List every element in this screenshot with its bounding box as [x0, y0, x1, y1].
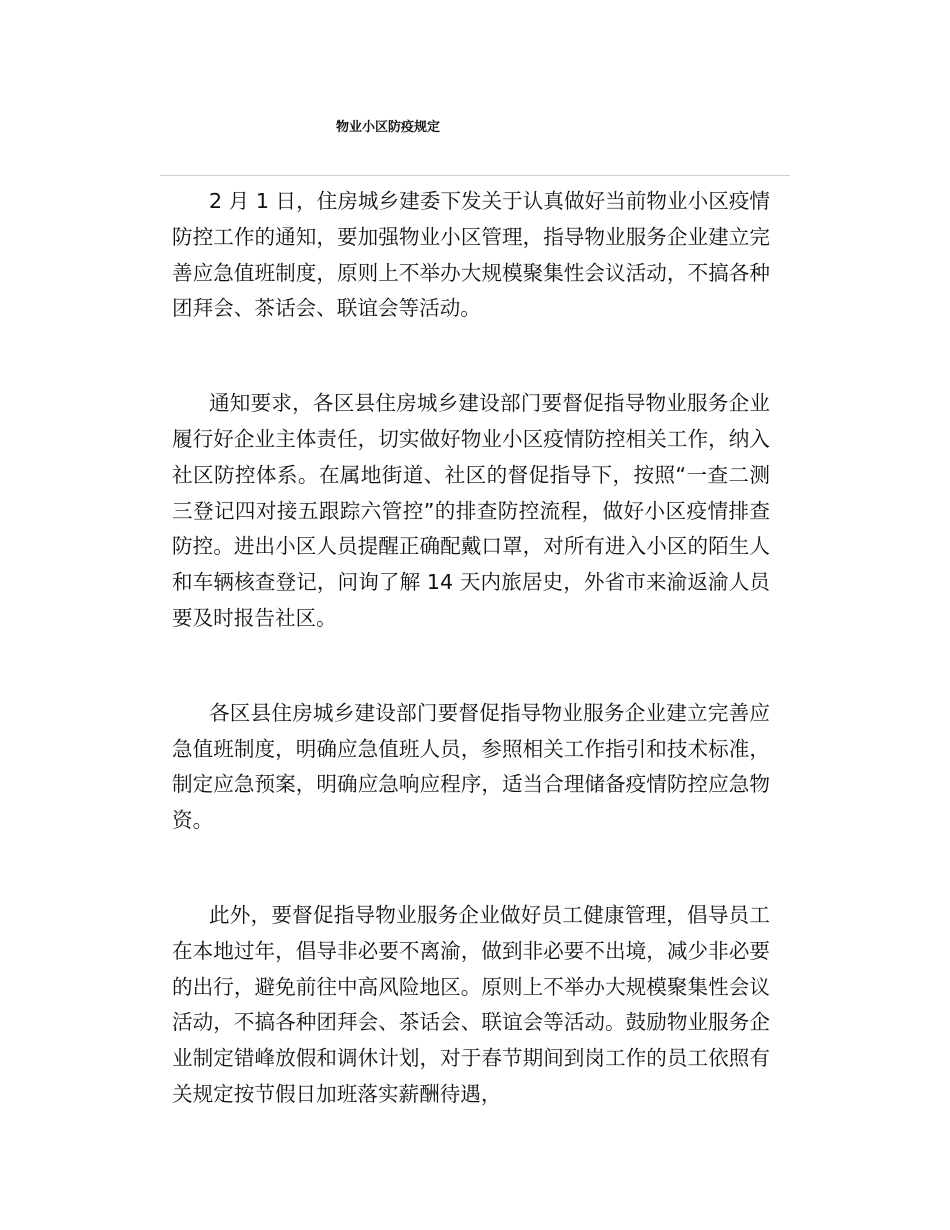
title-divider — [160, 175, 790, 176]
paragraph-2: 通知要求，各区县住房城乡建设部门要督促指导物业服务企业履行好企业主体责任，切实做好物业小区疫情防控相关工作，纳入社区防控体系。在属地街道、社区的督促指导下，按照“一查二测三登记四对接五跟踪六管控”的排查防控流程，做好小区疫情排查防控。进出小区人员提醒正确配戴口罩，对所有进入小区的陌生人和车辆核查登记，问询了解 14 天内旅居史，外省市来渝返渝人员要及时报告社区。 — [172, 391, 770, 630]
paragraph-4: 此外，要督促指导物业服务企业做好员工健康管理，倡导员工在本地过年，倡导非必要不离渝，做到非必要不出境，减少非必要的出行，避免前往中高风险地区。原则上不举办大规模聚集性会议活动，不搞各种团拜会、茶话会、联谊会等活动。鼓励物业服务企业制定错峰放假和调休计划，对于春节期间到岗工作的员工依照有关规定按节假日加班落实薪酬待遇， — [172, 902, 770, 1106]
document-body — [172, 184, 770, 1172]
document-title: 物业小区防疫规定 — [336, 120, 441, 135]
paragraph-3: 各区县住房城乡建设部门要督促指导物业服务企业建立完善应急值班制度，明确应急值班人员，参照相关工作指引和技术标准，制定应急预案，明确应急响应程序，适当合理储备疫情防控应急物资。 — [172, 700, 770, 833]
paragraph-1: 2 月 1 日，住房城乡建委下发关于认真做好当前物业小区疫情防控工作的通知，要加强物业小区管理，指导物业服务企业建立完善应急值班制度，原则上不举办大规模聚集性会议活动，不搞各种团拜会、茶话会、联谊会等活动。 — [172, 189, 770, 321]
